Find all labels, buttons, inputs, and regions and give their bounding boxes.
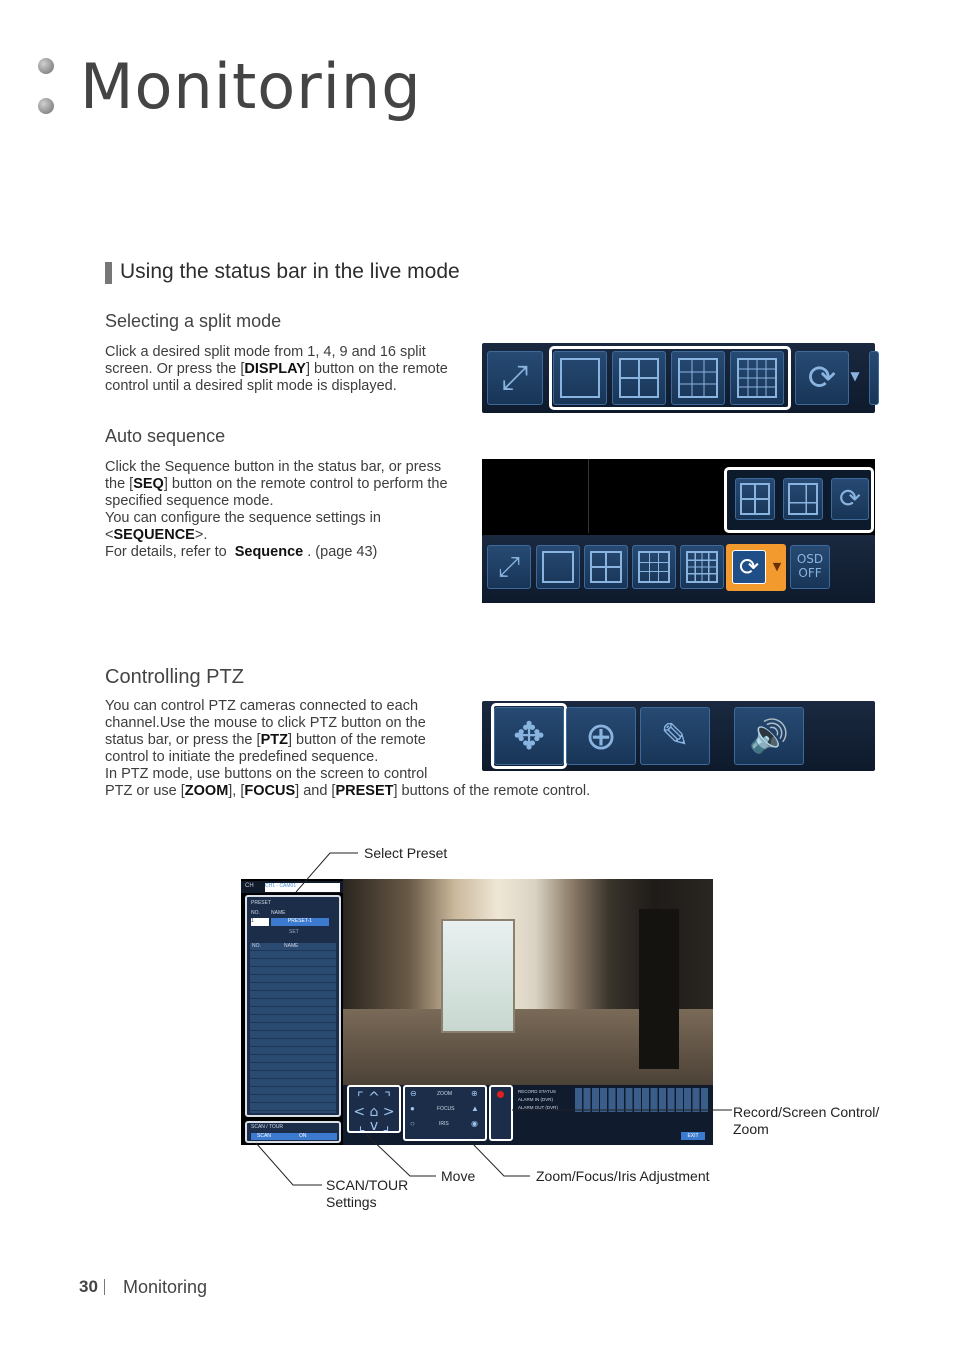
- name-label: NAME: [271, 910, 286, 916]
- alarm-out-label: ALARM OUT (DVR): [518, 1105, 558, 1110]
- dropdown-arrow-icon: ▼: [772, 560, 782, 573]
- no-label: NO.: [251, 910, 260, 916]
- ptz-text: You can control PTZ cameras connected to each channel.Use the mouse to click PTZ button on the status bar, or press the [PTZ] button of the remote control to initiate the predefined sequence. In PTZ mode, use buttons on the screen to control PTZ or use [ZOOM], [FOCUS] and [PRESET] buttons of the remote control.: [105, 698, 591, 799]
- fullscreen-icon: ⤢: [497, 550, 521, 583]
- focus-near-icon[interactable]: ●: [410, 1104, 415, 1113]
- speaker-icon: 🔊: [749, 717, 789, 755]
- move-leader: [366, 1134, 436, 1176]
- sequence-icon: ⟳: [738, 553, 760, 581]
- scan-select[interactable]: SCAN: [251, 1133, 295, 1140]
- focus-label: FOCUS: [437, 1106, 455, 1112]
- preset-name-field[interactable]: PRESET-1: [271, 918, 329, 926]
- list-no-label: NO.: [252, 943, 261, 949]
- iris-label: IRIS: [439, 1121, 449, 1127]
- on-select[interactable]: ON: [295, 1133, 337, 1140]
- ptz-heading: Controlling PTZ: [105, 666, 244, 688]
- zoom-focus-iris-callout: Zoom/Focus/Iris Adjustment: [536, 1168, 710, 1184]
- select-preset-leader: [296, 853, 358, 892]
- ch-label: CH: [245, 883, 254, 889]
- auto-sequence-text: Click the Sequence button in the status bar, or press the [SEQ] button on the remote control to perform the specified sequence mode. You can configure the sequence settings in <SEQUENCE>. For details, refer to Sequence . (page 43): [105, 459, 448, 560]
- preset-number-select[interactable]: 1: [251, 918, 269, 926]
- osd-label: OSD: [796, 552, 824, 566]
- ch-select[interactable]: CH1 - CAM01: [265, 883, 340, 892]
- edit-note-icon: ✎: [660, 716, 690, 756]
- record-control-callout: Record/Screen Control/ Zoom: [733, 1104, 880, 1137]
- auto-sequence-heading: Auto sequence: [105, 426, 226, 446]
- zoom-in-icon: ⊕: [585, 714, 617, 758]
- dropdown-arrow-icon[interactable]: ▼: [850, 369, 860, 383]
- preset-label: PRESET: [251, 900, 272, 906]
- focus-far-icon[interactable]: ▲: [471, 1104, 479, 1113]
- move-arrows-icon: ⌜ ^ ⌝ < ⌂ > ⌞ v ⌟: [353, 1090, 395, 1134]
- scan-tour-label: SCAN / TOUR: [251, 1124, 284, 1130]
- sequence-icon: ⟳: [807, 358, 837, 398]
- record-status-label: RECORD STATUS: [518, 1089, 556, 1094]
- split-mode-text: Click a desired split mode from 1, 4, 9 and 16 split screen. Or press the [DISPLAY] button on the remote control until a desired split mode is displayed.: [105, 344, 448, 394]
- fullscreen-icon: ⤢: [501, 358, 529, 398]
- page-title: Monitoring: [80, 50, 422, 123]
- ptz-move-icon: ✥: [513, 714, 545, 758]
- exit-button[interactable]: EXIT: [681, 1132, 705, 1140]
- section-title: Using the status bar in the live mode: [120, 260, 460, 283]
- split-mode-heading: Selecting a split mode: [105, 311, 282, 331]
- iris-open-icon[interactable]: ◉: [471, 1119, 478, 1128]
- set-button[interactable]: SET: [289, 929, 299, 935]
- scan-tour-leader: [256, 1143, 322, 1185]
- list-name-label: NAME: [284, 943, 299, 949]
- footer-divider: [104, 1279, 105, 1295]
- iris-close-icon[interactable]: ○: [410, 1119, 415, 1128]
- move-callout: Move: [441, 1168, 476, 1184]
- scan-tour-callout: SCAN/TOUR Settings: [326, 1177, 409, 1210]
- zoom-out-icon[interactable]: ⊖: [410, 1089, 417, 1098]
- off-label: OFF: [798, 566, 822, 580]
- footer-label: Monitoring: [123, 1277, 208, 1297]
- page-number: 30: [79, 1277, 98, 1296]
- select-preset-callout: Select Preset: [364, 845, 448, 861]
- zoom-in-icon[interactable]: ⊕: [471, 1089, 478, 1098]
- sequence-icon: ⟳: [839, 484, 861, 514]
- alarm-in-label: ALARM IN (DVR): [518, 1097, 554, 1102]
- zoom-focus-leader: [470, 1141, 530, 1176]
- zoom-label: ZOOM: [437, 1091, 452, 1097]
